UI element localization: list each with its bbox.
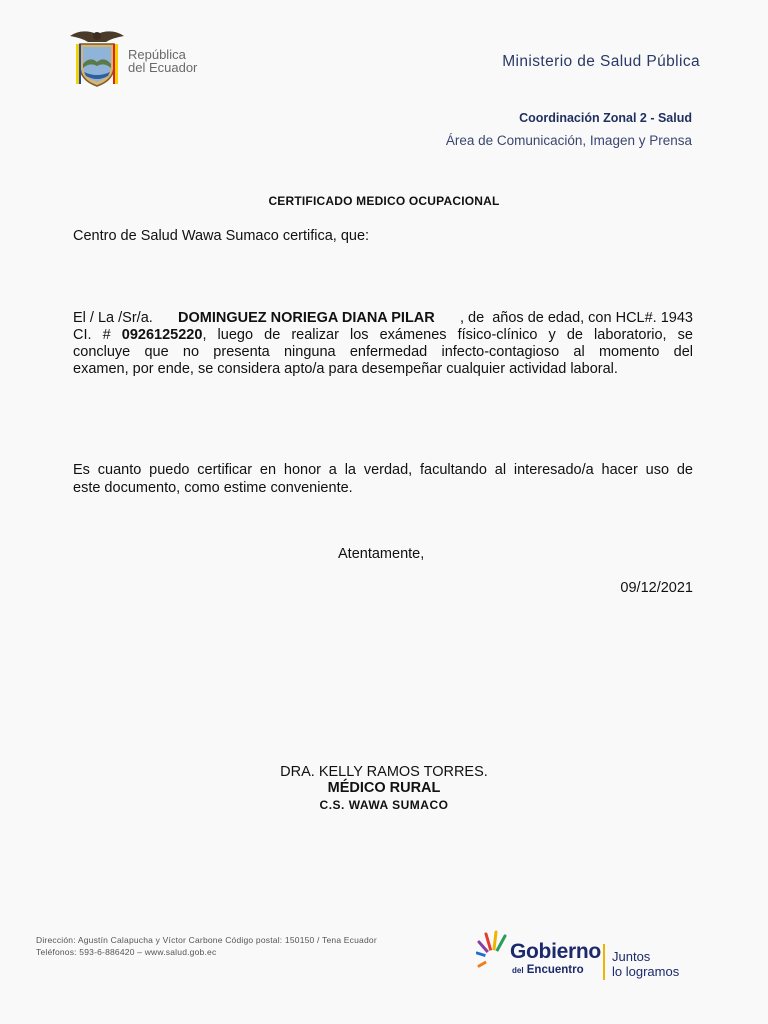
intro-text: Centro de Salud Wawa Sumaco certifica, que: [73,228,370,244]
government-logo-word: Gobierno [510,940,601,963]
tagline-line1: Juntos [612,949,651,964]
country-line2: del Ecuador [128,60,198,75]
age-hcl-text: , de años de edad, con HCL#. 1943 [460,310,693,326]
closing-paragraph [73,461,693,497]
after-ci-text: , luego de realizar los exámenes físico-clínico y de laboratorio, se [202,327,693,343]
doctor-role: MÉDICO RURAL [327,780,441,796]
paragraph-line-2 [73,327,693,344]
closing-line-1: Es cuanto puedo certificar en honor a la verdad, facultando al interesado/a hacer uso de [73,462,693,478]
country-name [128,48,197,74]
document-date: 09/12/2021 [620,580,693,596]
paragraph-line-1 [73,310,693,327]
ecuador-coat-of-arms-icon [66,26,128,90]
footer-phones: Teléfonos: 593-6-886420 – www.salud.gob.ec [36,947,217,957]
government-logo-subtitle [512,964,584,976]
certification-paragraph [73,310,693,378]
closing-line-2: este documento, como estime conveniente. [73,480,353,496]
doctor-name: DRA. KELLY RAMOS TORRES. [280,764,488,780]
paragraph-line-3: concluye que no presenta ninguna enfermedad infecto-contagioso al momento del [73,344,693,360]
ci-prefix: CI. # [73,327,111,343]
gov-sub-main: Encuentro [526,964,584,976]
logo-divider [603,944,605,980]
government-tagline [612,949,679,979]
footer-contact [36,934,377,958]
tagline-line2: lo logramos [612,964,680,979]
prefix-text: El / La /Sr/a. [73,310,153,326]
document-title: CERTIFICADO MEDICO OCUPACIONAL [268,194,500,208]
government-sunburst-icon [476,928,510,976]
coordination-zone: Coordinación Zonal 2 - Salud [519,111,692,125]
health-center: C.S. WAWA SUMACO [319,798,449,812]
footer-address: Dirección: Agustín Calapucha y Víctor Carbone Código postal: 150150 / Tena Ecuador [36,935,377,945]
paragraph-line-4: examen, por ende, se considera apto/a para desempeñar cualquier actividad laboral. [73,361,618,377]
gov-sub-small: del [512,966,524,975]
ministry-name: Ministerio de Salud Pública [502,53,700,70]
patient-name: DOMINGUEZ NORIEGA DIANA PILAR [178,310,435,326]
closing-salutation: Atentamente, [338,546,425,562]
communication-area: Área de Comunicación, Imagen y Prensa [445,133,692,148]
country-line1: República [128,47,186,62]
ci-number: 0926125220 [121,327,203,343]
